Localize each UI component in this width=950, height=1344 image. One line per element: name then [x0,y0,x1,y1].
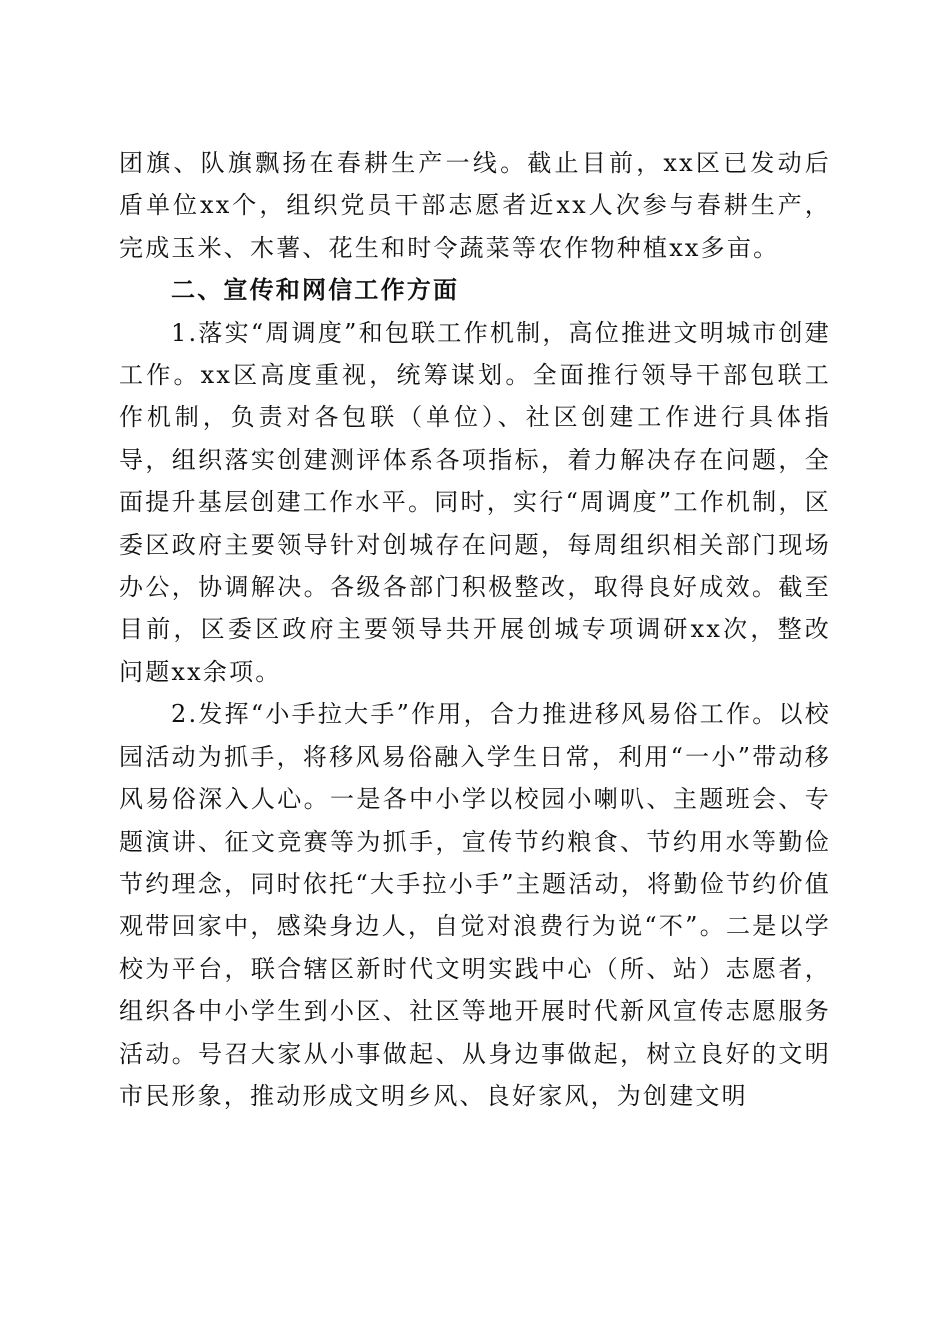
section-heading: 二、宣传和网信工作方面 [171,276,460,305]
continued-paragraph: 团旗、队旗飘扬在春耕生产一线。截止目前，xx区已发动后盾单位xx个，组织党员干部志愿者近xx人次参与春耕生产，完成玉米、木薯、花生和时令蔬菜等农作物种植xx多亩。 [119,149,831,262]
paragraph-2: 2.发挥“小手拉大手”作用，合力推进移风易俗工作。以校园活动为抓手，将移风易俗融入学生日常，利用“一小”带动移风易俗深入人心。一是各中小学以校园小喇叭、主题班会、专题演讲、征文竞赛等为抓手，宣传节约粮食、节约用水等勤俭节约理念，同时依托“大手拉小手”主题活动，将勤俭节约价值观带回家中，感染身边人，自觉对浪费行为说“不”。二是以学校为平台，联合辖区新时代文明实践中心（所、站）志愿者，组织各中小学生到小区、社区等地开展时代新风宣传志愿服务活动。号召大家从小事做起、从身边事做起，树立良好的文明市民形象，推动形成文明乡风、良好家风，为创建文明 [119,700,831,1110]
paragraph-1: 1.落实“周调度”和包联工作机制，高位推进文明城市创建工作。xx区高度重视，统筹谋划。全面推行领导干部包联工作机制，负责对各包联（单位）、社区创建工作进行具体指导，组织落实创建测评体系各项指标，着力解决存在问题，全面提升基层创建工作水平。同时，实行“周调度”工作机制，区委区政府主要领导针对创城存在问题，每周组织相关部门现场办公，协调解决。各级各部门积极整改，取得良好成效。截至目前，区委区政府主要领导共开展创城专项调研xx次，整改问题xx余项。 [119,318,831,686]
document-page [119,142,831,1117]
